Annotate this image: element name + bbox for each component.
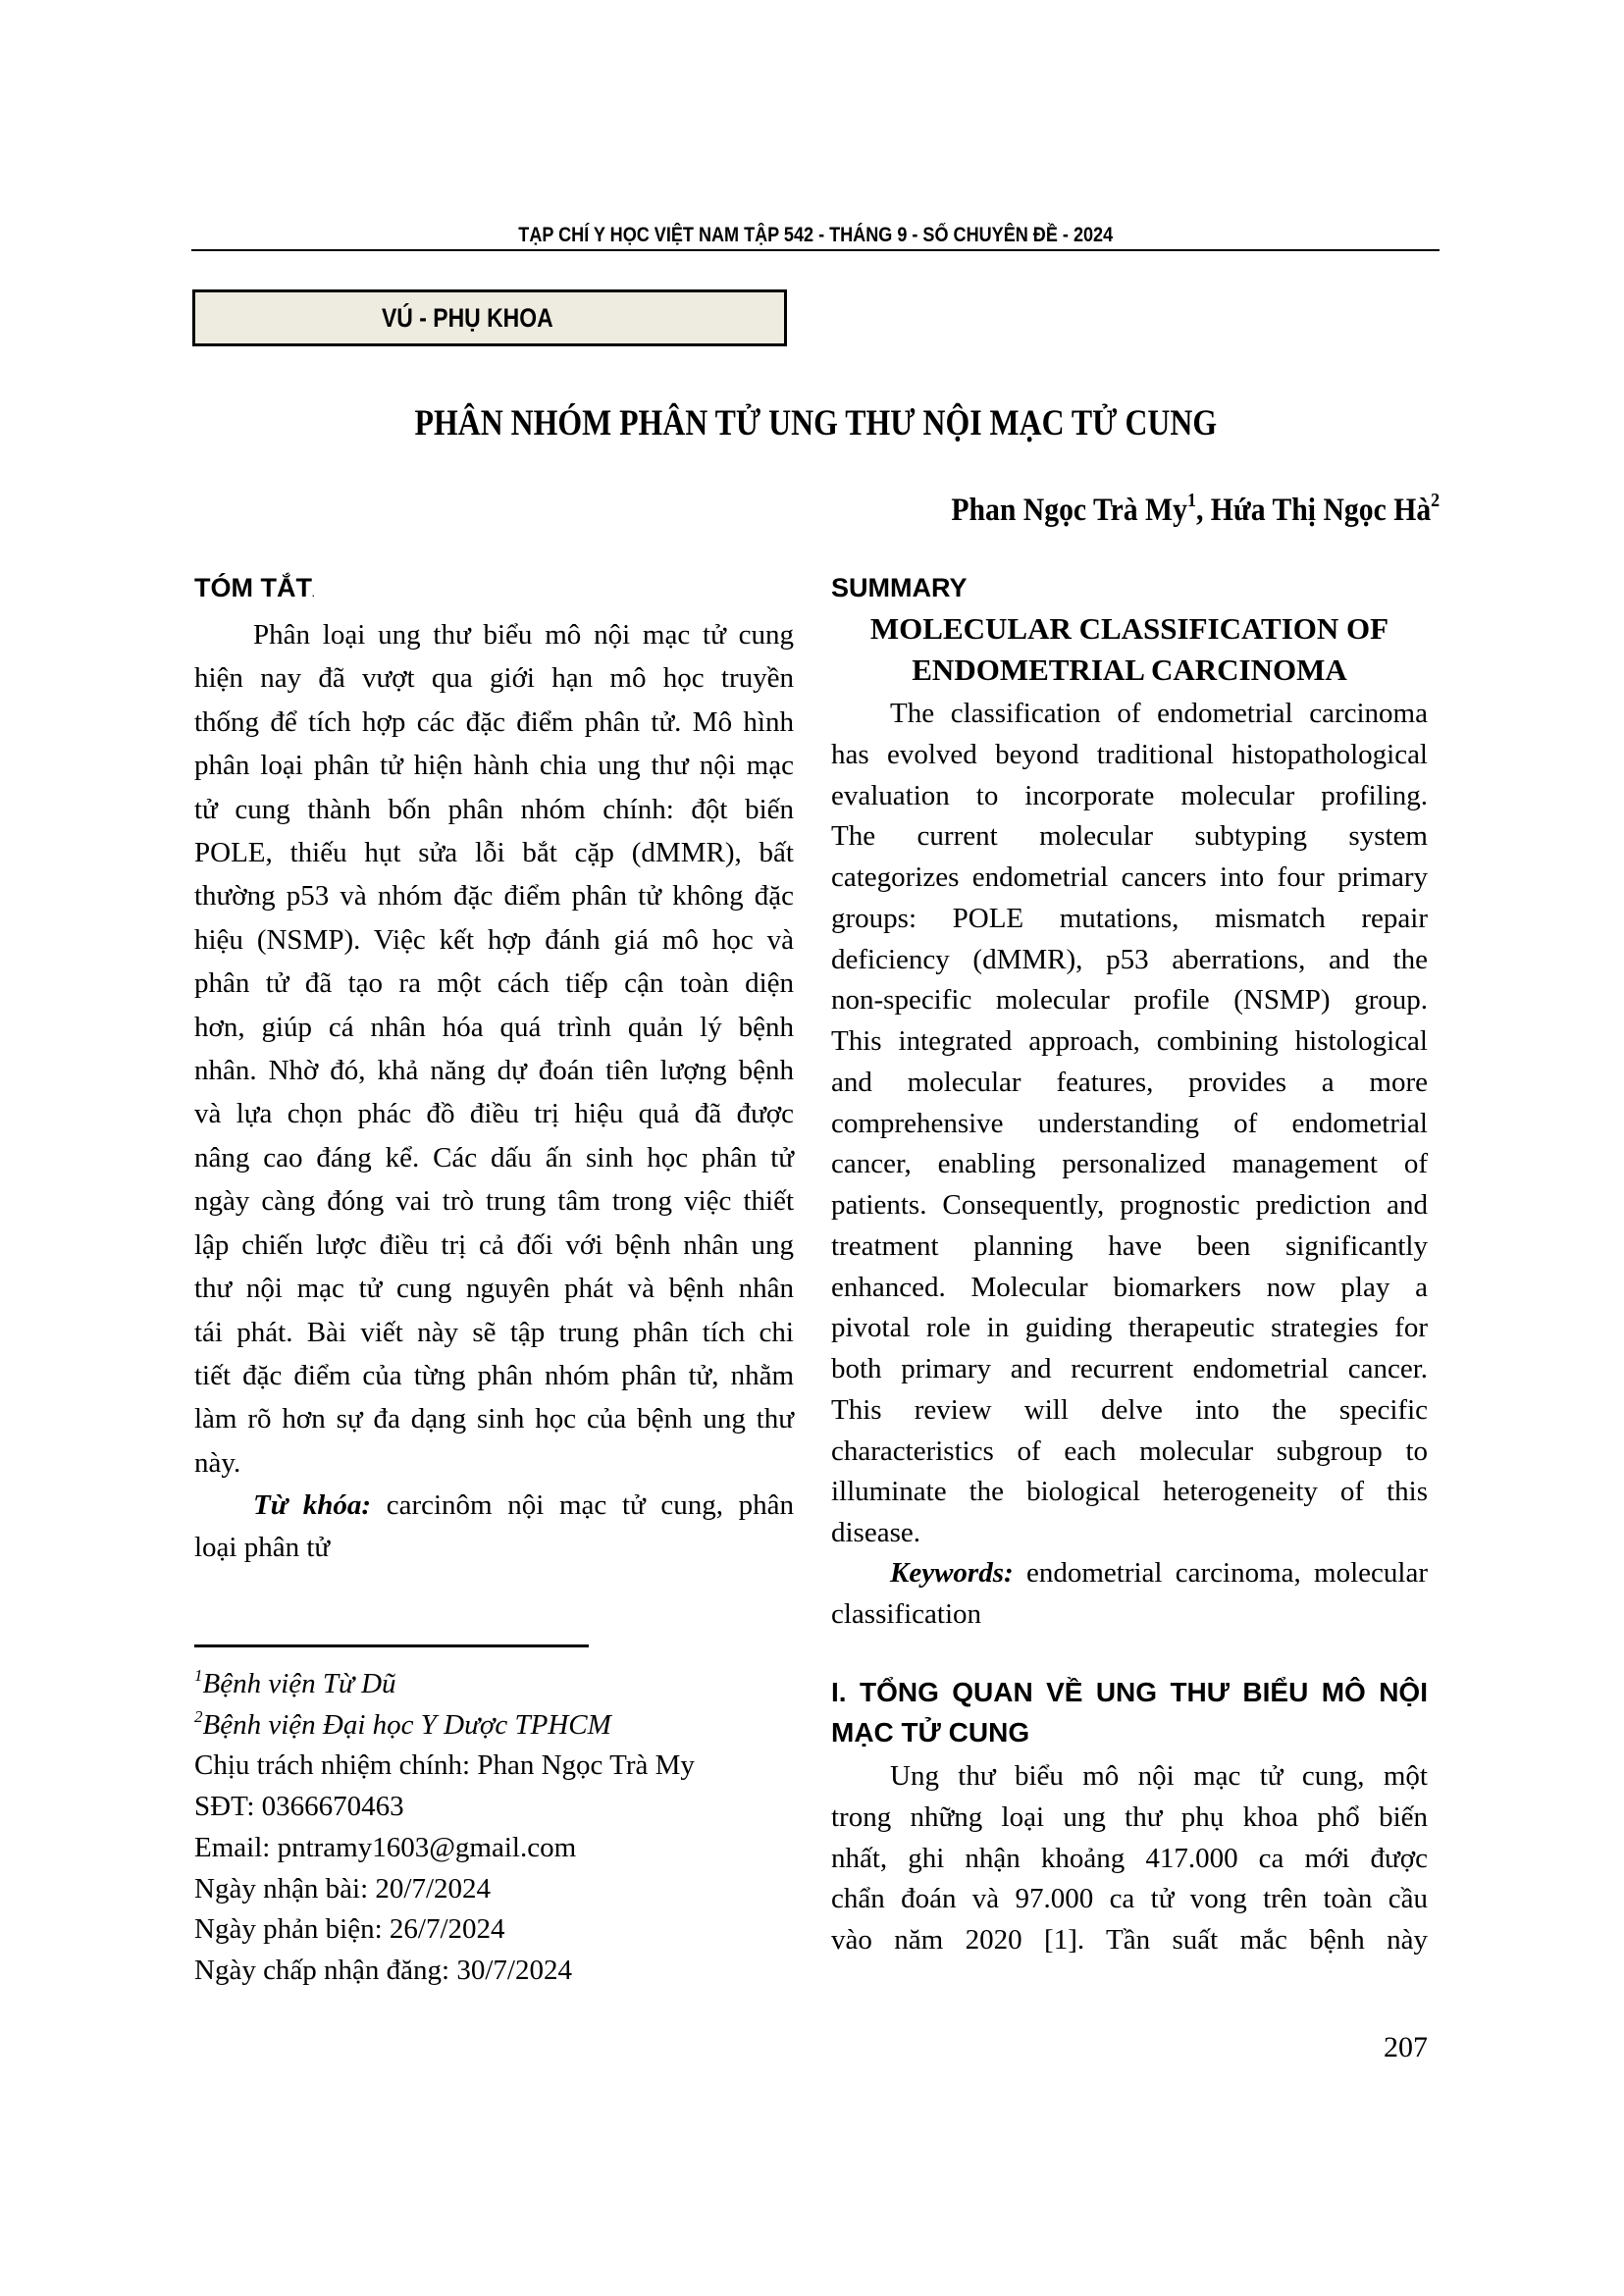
text-line [831, 735, 1428, 776]
section-heading-line [831, 1712, 1428, 1752]
abstract-vi-keywords [194, 1485, 794, 1569]
english-title-line: MOLECULAR CLASSIFICATION OF [869, 611, 1389, 646]
text-line [194, 1828, 695, 1869]
text-line-content: phân tử đã tạo ra một cách tiếp cận toàn diện [194, 967, 794, 1000]
text-line [194, 1397, 794, 1440]
text-line-content: Phân loại ung thư biểu mô nội mạc tử cung [253, 619, 794, 651]
text-line-content: evaluation to incorporate molecular profiling. [831, 779, 1428, 811]
author-name: Phan Ngọc Trà My [951, 493, 1187, 528]
keywords-text: carcinôm nội mạc tử cung, phân [386, 1489, 795, 1521]
text-line [194, 1049, 794, 1092]
text-line [831, 776, 1428, 817]
text-line-content: thường p53 và nhóm đặc điểm phân tử không đặc [194, 880, 794, 913]
author-affiliation-mark: 2 [1431, 490, 1440, 511]
affiliation-1 [194, 1664, 695, 1705]
footnotes [194, 1664, 695, 1992]
text-line-content: patients. Consequently, prognostic prediction and [831, 1189, 1428, 1221]
text-line [831, 940, 1428, 981]
text-line-content: treatment planning have been significantly [831, 1229, 1428, 1262]
author-list [951, 489, 1440, 532]
text-line [194, 1746, 695, 1787]
keywords-text: loại phân tử [194, 1532, 331, 1563]
keywords-label: Từ khóa: [253, 1489, 372, 1521]
text-line-content: hơn, giúp cá nhân hóa quá trình quản lý bệnh [194, 1011, 794, 1043]
section-heading-line [831, 1672, 1428, 1712]
text-line [831, 1472, 1428, 1513]
text-line [831, 1432, 1428, 1473]
text-line-content: Email: pntramy1603@gmail.com [194, 1831, 577, 1863]
text-line-content: pivotal role in guiding therapeutic strategies for [831, 1312, 1428, 1344]
text-line-content: phân loại phân tử hiện hành chia ung thư nội mạc [194, 750, 794, 782]
text-line [831, 1021, 1428, 1063]
text-line-content: both primary and recurrent endometrial cancer. [831, 1353, 1428, 1384]
text-line [194, 831, 794, 874]
section-heading-text: I. TỔNG QUAN VỀ UNG THƯ BIỂU MÔ NỘI [831, 1677, 1428, 1707]
text-line [831, 816, 1428, 858]
text-line [194, 874, 794, 917]
section-label: VÚ - PHỤ KHOA [382, 303, 553, 333]
text-line-content: Ung thư biểu mô nội mạc tử cung, một [890, 1760, 1428, 1792]
text-line [831, 1226, 1428, 1268]
text-line [831, 1144, 1428, 1185]
text-line-content: chẩn đoán và 97.000 ca tử vong trên toàn cầu [831, 1883, 1428, 1915]
abstract-vi-heading [194, 568, 794, 613]
text-line-content: groups: POLE mutations, mismatch repair [831, 902, 1428, 934]
text-line [831, 1308, 1428, 1349]
abstract-vi-body [194, 613, 794, 1485]
text-line [194, 1951, 695, 1992]
section-1-heading [831, 1672, 1428, 1752]
text-line [194, 788, 794, 831]
text-line-content: Ngày nhận bài: 20/7/2024 [194, 1872, 492, 1905]
author-separator: , [1195, 493, 1211, 528]
header-rule [191, 249, 1440, 251]
text-line-content: POLE, thiếu hụt sửa lỗi bắt cặp (dMMR), bất [194, 837, 794, 869]
affiliation-text: Bệnh viện Từ Dũ [202, 1668, 396, 1699]
keywords-label: Keywords: [890, 1557, 1014, 1589]
text-line [831, 899, 1428, 940]
affiliation-text: Bệnh viện Đại học Y Dược TPHCM [202, 1708, 611, 1741]
text-line-content: nhất, ghi nhận khoảng 417.000 ca mới được [831, 1842, 1428, 1874]
text-line-content: trong những loại ung thư phụ khoa phổ biến [831, 1800, 1428, 1833]
text-line-content: cancer, enabling personalized management of [831, 1148, 1428, 1180]
keywords-line [194, 1485, 794, 1527]
text-line-content: hiệu (NSMP). Việc kết hợp đánh giá mô học và [194, 923, 794, 956]
text-line [831, 1268, 1428, 1309]
text-line-content: The classification of endometrial carcinoma [890, 698, 1428, 729]
text-line-content: This integrated approach, combining histological [831, 1025, 1428, 1057]
text-line-content: nâng cao đáng kể. Các dấu ấn sinh học phân tử [194, 1141, 794, 1174]
author-affiliation-mark: 1 [1186, 490, 1196, 511]
text-line-content: deficiency (dMMR), p53 aberrations, and the [831, 943, 1428, 975]
text-line-content: thư nội mạc tử cung nguyên phát và bệnh nhân [194, 1273, 794, 1305]
text-line-content: characteristics of each molecular subgroup to [831, 1435, 1428, 1467]
text-line-content: Ngày phản biện: 26/7/2024 [194, 1913, 505, 1946]
text-line-content: SĐT: 0366670463 [194, 1791, 404, 1823]
text-line [194, 744, 794, 787]
footnote-details [194, 1746, 695, 1991]
text-line [194, 1441, 794, 1485]
text-line [831, 1185, 1428, 1226]
affiliation-mark: 2 [194, 1706, 203, 1726]
text-line-content: illuminate the biological heterogeneity of this [831, 1476, 1428, 1508]
author-name: Hứa Thị Ngọc Hà [1210, 493, 1431, 528]
text-line [194, 1224, 794, 1267]
text-line [194, 1179, 794, 1223]
text-line [831, 1756, 1428, 1798]
text-line-content: Ngày chấp nhận đăng: 30/7/2024 [194, 1954, 572, 1986]
text-line-content: tái phát. Bài viết này sẽ tập trung phân tích chi [194, 1316, 794, 1348]
keywords-line [831, 1553, 1428, 1594]
affiliation-2 [194, 1705, 695, 1747]
text-line [831, 1063, 1428, 1104]
text-line [194, 613, 794, 656]
keywords-line [831, 1594, 1428, 1636]
affiliation-mark: 1 [194, 1666, 203, 1685]
text-line-content: non-specific molecular profile (NSMP) group. [831, 984, 1428, 1017]
section-label-box [192, 289, 787, 346]
section-heading-text: MẠC TỬ CUNG [831, 1717, 1030, 1748]
text-line-content: Chịu trách nhiệm chính: Phan Ngọc Trà My [194, 1749, 695, 1782]
summary-heading: SUMMARY [831, 573, 968, 602]
text-line-content: comprehensive understanding of endometrial [831, 1107, 1428, 1139]
text-line-content: lập chiến lược điều trị cả đối với bệnh nhân ung [194, 1228, 794, 1261]
text-line-content: enhanced. Molecular biomarkers now play a [831, 1271, 1428, 1303]
english-title [831, 608, 1428, 691]
summary-keywords [831, 1553, 1428, 1635]
text-line [194, 1354, 794, 1397]
text-line-content: The current molecular subtyping system [831, 820, 1428, 853]
keywords-line [194, 1527, 794, 1569]
text-line-content: thống để tích hợp các đặc điểm phân tử. Mô hình [194, 705, 794, 738]
section-1-body [831, 1756, 1428, 1961]
journal-name: TẠP CHÍ Y HỌC VIỆT NAM TẬP 542 - THÁNG 9 - SỐ CHUYÊN ĐỀ - 2024 [518, 224, 1113, 246]
text-line-content: tử cung thành bốn phân nhóm chính: đột biến [194, 793, 794, 825]
text-line [194, 1869, 695, 1910]
text-line [831, 1104, 1428, 1145]
text-line [194, 1136, 794, 1179]
running-header [191, 222, 1440, 249]
text-line [194, 1006, 794, 1049]
text-line-content: này. [194, 1446, 241, 1479]
heading-mark: . [311, 589, 315, 599]
text-line-content: và lựa chọn phác đồ điều trị hiệu quả đã được [194, 1098, 794, 1130]
text-line [831, 1920, 1428, 1961]
text-line [831, 980, 1428, 1021]
text-line [194, 701, 794, 744]
text-line [831, 1390, 1428, 1432]
text-line-content: tiết đặc điểm của từng phân nhóm phân tử, nhằm [194, 1359, 794, 1391]
text-line [194, 1267, 794, 1310]
text-line [831, 694, 1428, 735]
article-title-text: PHÂN NHÓM PHÂN TỬ UNG THƯ NỘI MẠC TỬ CUNG [414, 403, 1217, 444]
text-line [194, 1787, 695, 1828]
text-line-content: ngày càng đóng vai trò trung tâm trong việc thiết [194, 1185, 794, 1218]
text-line-content: disease. [831, 1517, 920, 1548]
text-line-content: nhân. Nhờ đó, khả năng dự đoán tiên lượng bệnh [194, 1055, 794, 1087]
text-line [194, 1311, 794, 1354]
text-line [831, 1839, 1428, 1880]
footnote-rule [194, 1644, 589, 1647]
abstract-vi-heading-text: TÓM TẮT [194, 573, 312, 602]
text-line [194, 918, 794, 962]
keywords-text: endometrial carcinoma, molecular [1025, 1557, 1429, 1589]
text-line [194, 1909, 695, 1951]
text-line [194, 1092, 794, 1135]
page-number: 207 [1384, 2031, 1428, 2063]
text-line [194, 656, 794, 700]
text-line [831, 1879, 1428, 1920]
summary-body [831, 694, 1428, 1554]
english-title-line: ENDOMETRIAL CARCINOMA [912, 652, 1347, 687]
article-title [191, 400, 1440, 447]
text-line [831, 1349, 1428, 1390]
text-line-content: has evolved beyond traditional histopathological [831, 738, 1428, 770]
text-line-content: categorizes endometrial cancers into four primary [831, 861, 1428, 893]
text-line [831, 1513, 1428, 1554]
text-line-content: làm rõ hơn sự đa dạng sinh học của bệnh ung thư [194, 1403, 794, 1435]
keywords-text: classification [831, 1597, 982, 1630]
text-line [831, 1798, 1428, 1839]
text-line [194, 962, 794, 1005]
text-line-content: and molecular features, provides a more [831, 1066, 1428, 1098]
text-line-content: This review will delve into the specific [831, 1393, 1428, 1426]
text-line-content: hiện nay đã vượt qua giới hạn mô học truyền [194, 662, 794, 695]
text-line-content: vào năm 2020 [1]. Tần suất mắc bệnh này [831, 1924, 1428, 1956]
text-line [831, 858, 1428, 899]
